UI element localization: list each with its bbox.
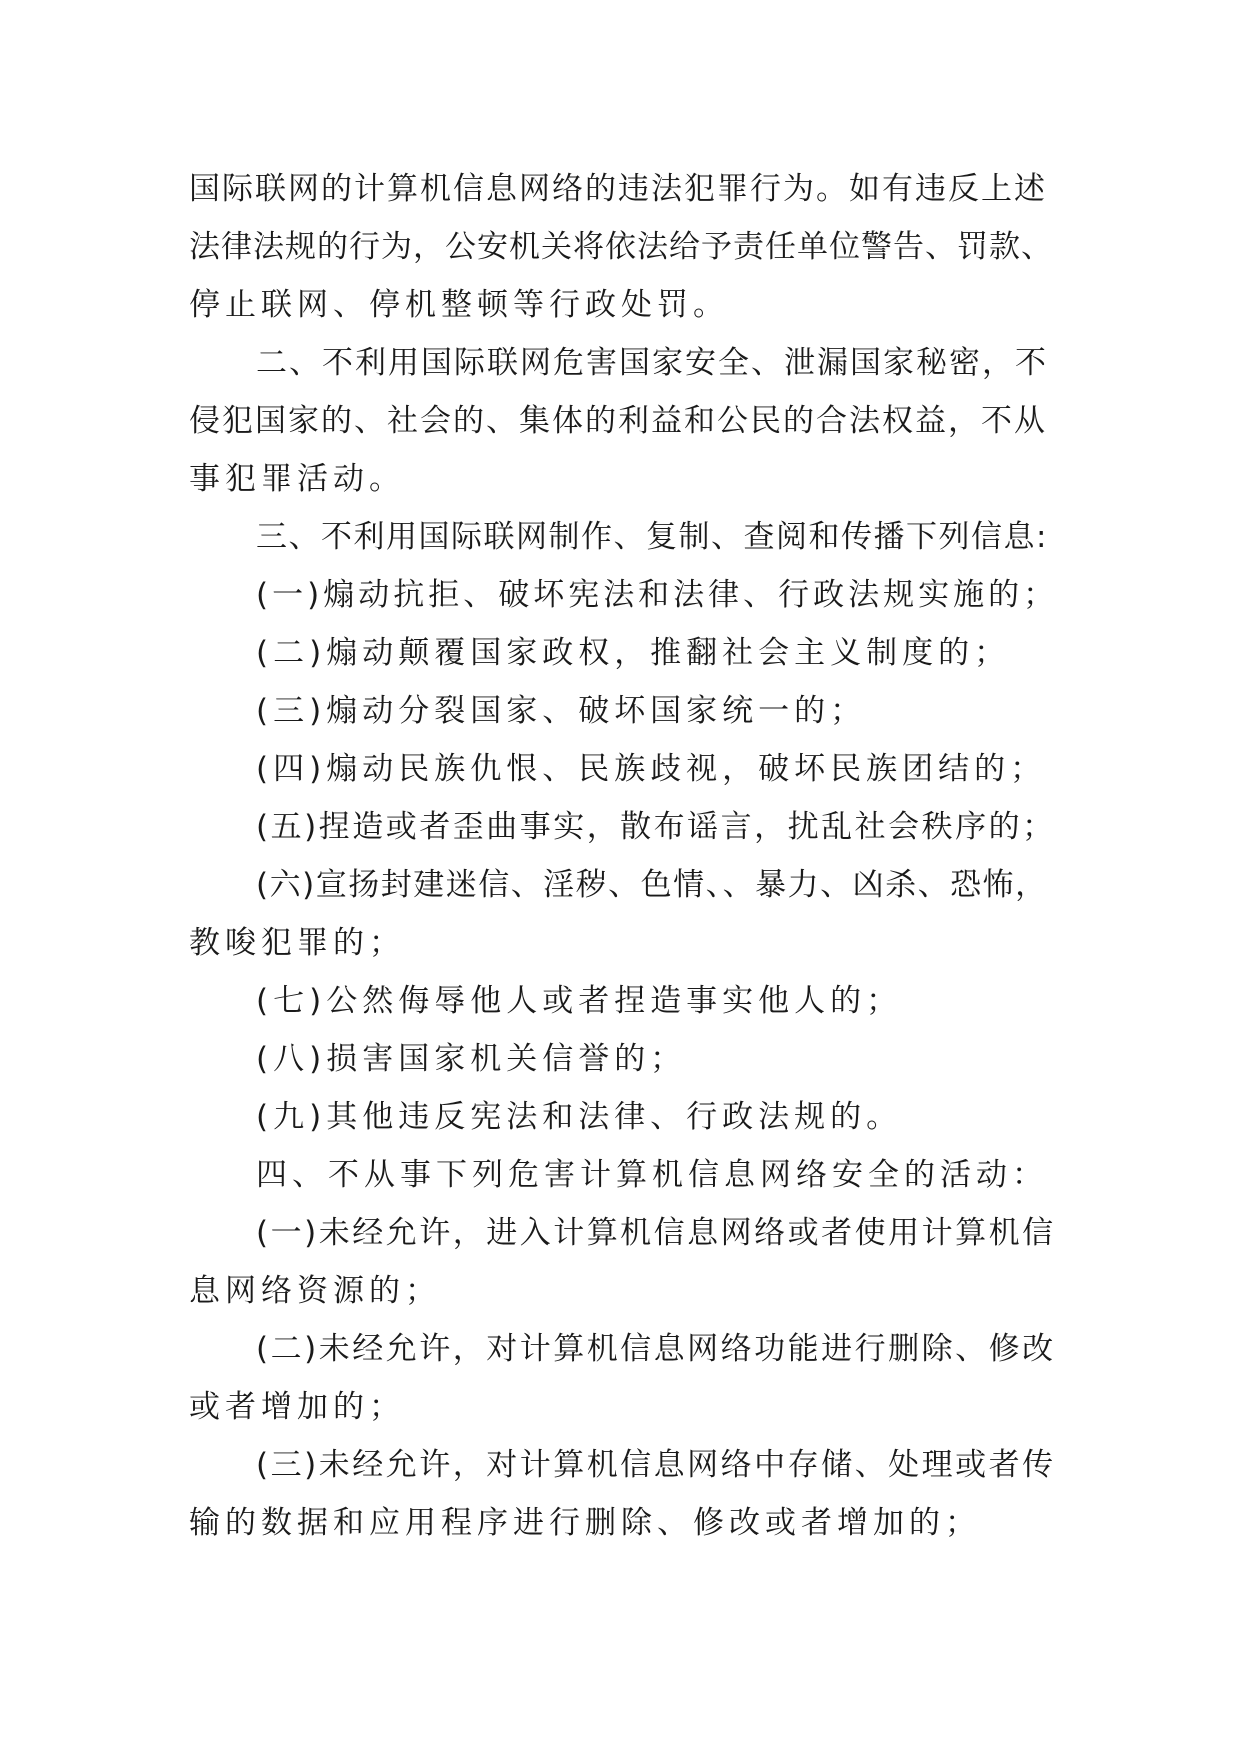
text-line: 国际联网的计算机信息网络的违法犯罪行为。如有违反上述 bbox=[189, 171, 1047, 207]
text-line: (三)未经允许，对计算机信息网络中存储、处理或者传 bbox=[256, 1447, 1056, 1483]
text-line: 输的数据和应用程序进行删除、修改或者增加的； bbox=[189, 1505, 981, 1541]
text-line: 停止联网、停机整顿等行政处罚。 bbox=[189, 287, 729, 323]
text-line: 侵犯国家的、社会的、集体的利益和公民的合法权益，不从 bbox=[189, 403, 1047, 439]
text-line: (一)煽动抗拒、破坏宪法和法律、行政法规实施的； bbox=[256, 577, 1059, 613]
text-line: 二、不利用国际联网危害国家安全、泄漏国家秘密，不 bbox=[256, 345, 1048, 381]
text-line: (三)煽动分裂国家、破坏国家统一的； bbox=[256, 693, 867, 729]
text-line: 教唆犯罪的； bbox=[189, 925, 405, 961]
text-line: 法律法规的行为，公安机关将依法给予责任单位警告、罚款、 bbox=[189, 229, 1053, 265]
text-line: (八)损害国家机关信誉的； bbox=[256, 1041, 687, 1077]
text-line: (五)捏造或者歪曲事实，散布谣言，扰乱社会秩序的； bbox=[256, 809, 1056, 845]
text-line: (二)未经允许，对计算机信息网络功能进行删除、修改 bbox=[256, 1331, 1056, 1367]
document-body bbox=[189, 160, 1059, 1552]
text-line: (七)公然侮辱他人或者捏造事实他人的； bbox=[256, 983, 903, 1019]
text-line: 息网络资源的； bbox=[189, 1273, 441, 1309]
text-line: (一)未经允许，进入计算机信息网络或者使用计算机信 bbox=[256, 1215, 1056, 1251]
text-line: 四、不从事下列危害计算机信息网络安全的活动： bbox=[256, 1157, 1048, 1193]
text-line: (六)宣扬封建迷信、淫秽、色情、、暴力、凶杀、恐怖， bbox=[256, 867, 1048, 903]
text-line: (九)其他违反宪法和法律、行政法规的。 bbox=[256, 1099, 903, 1135]
text-line: (二)煽动颠覆国家政权，推翻社会主义制度的； bbox=[256, 635, 1011, 671]
text-line: (四)煽动民族仇恨、民族歧视，破坏民族团结的； bbox=[256, 751, 1047, 787]
text-line: 或者增加的； bbox=[189, 1389, 405, 1425]
text-line: 三、不利用国际联网制作、复制、查阅和传播下列信息: bbox=[256, 519, 1048, 555]
text-line: 事犯罪活动。 bbox=[189, 461, 405, 497]
